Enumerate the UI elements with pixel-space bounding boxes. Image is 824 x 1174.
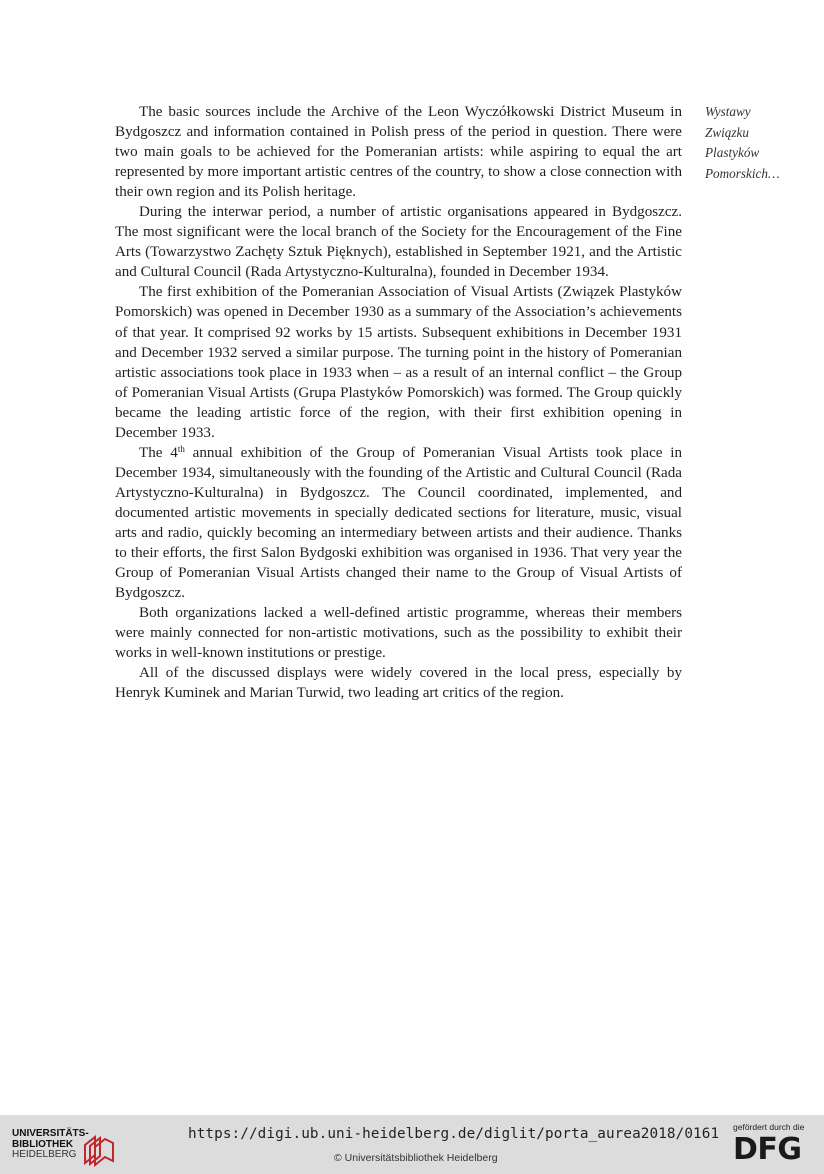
paragraph-5: Both organizations lacked a well-defined artistic programme, whereas their members were mainly connected for non-artistic motivations, such as the possibility to exhibit their works in well-known institutions or prestige. (115, 605, 682, 662)
library-name-line-1: UNIVERSITÄTS- (12, 1128, 89, 1139)
marginal-line: Związku (705, 124, 749, 140)
paragraph-3: The first exhibition of the Pomeranian Association of Visual Artists (Związek Plastyków Pomorskich) was opened in December 1930 as a summary of the Association’s achievements of that year. It comprised 92 works by 15 artists. Subsequent exhibitions in December 1931 and December 1932 served a similar purpose. The turning point in the history of Pomeranian artistic associations took place in 1933 when – as a result of an internal conflict – the Group of Pomeranian Visual Artists (Grupa Plastyków Pomorskich) was formed. The Group quickly became the leading artistic force of the region, with their first exhibition opening in December 1933. (115, 284, 682, 441)
paragraph-2: During the interwar period, a number of artistic organisations appeared in Bydgoszcz. The most significant were the local branch of the Society for the Encouragement of the Fine Arts (Towarzystwo Zachęty Sztuk Pięknych), established in September 1921, and the Artistic and Cultural Council (Rada Artystyczno-Kulturalna), founded in December 1934. (115, 204, 682, 281)
dfg-caption: gefördert durch die (733, 1122, 805, 1132)
dfg-logo-text: DFG (733, 1132, 802, 1167)
marginal-note (705, 102, 815, 184)
body-text (115, 102, 682, 703)
paragraph-6: All of the discussed displays were widely covered in the local press, especially by Henryk Kuminek and Marian Turwid, two leading art critics of the region. (115, 665, 682, 702)
dfg-funding-logo[interactable] (733, 1122, 813, 1170)
library-logo[interactable] (12, 1129, 122, 1169)
marginal-line: Plastyków (705, 145, 760, 161)
marginal-line: Wystawy (705, 104, 751, 119)
footer-bar (0, 1115, 824, 1174)
copyright-notice: © Universitätsbibliothek Heidelberg (334, 1152, 498, 1164)
paragraph-4-prefix: The 4 (139, 444, 178, 461)
library-book-logo-icon (82, 1133, 116, 1167)
source-url-link[interactable]: https://digi.ub.uni-heidelberg.de/diglit/porta_aurea2018/0161 (188, 1126, 720, 1142)
library-name (12, 1129, 89, 1161)
marginal-line: Pomorskich… (705, 165, 780, 181)
paragraph-1: The basic sources include the Archive of the Leon Wyczółkowski District Museum in Bydgoszcz and information contained in Polish press of the period in question. There were two main goals to be achieved for the Pomeranian artists: while aspiring to equal the art represented by more important artistic centres of the country, to show a close connection with their own region and its Polish heritage. (115, 104, 682, 201)
paragraph-4 (115, 443, 682, 603)
library-name-line-2: BIBLIOTHEK (12, 1138, 74, 1150)
library-name-line-3: HEIDELBERG (12, 1149, 77, 1160)
paragraph-4-rest: annual exhibition of the Group of Pomeranian Visual Artists took place in December 1934, simultaneously with the founding of the Artistic and Cultural Council (Rada Artystyczno-Kulturalna) in Bydgoszcz. The Council coordinated, implemented, and documented artistic movements in specially dedicated sections for literature, music, visual arts and radio, quickly becoming an intermediary between artists and their audience. Thanks to their efforts, the first Salon Bydgoski exhibition was organised in 1936. That very year the Group of Pomeranian Visual Artists changed their name to the Group of Visual Artists of Bydgoszcz. (115, 444, 683, 602)
ordinal-superscript: th (177, 443, 185, 454)
